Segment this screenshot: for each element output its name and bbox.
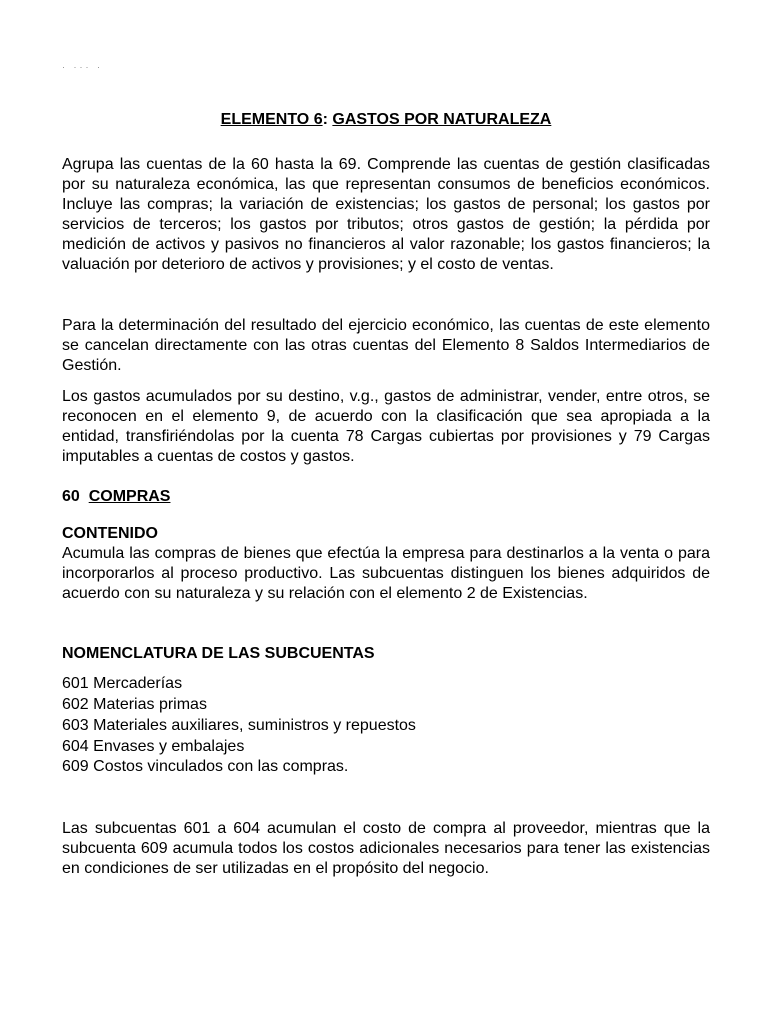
nomenclature-heading: NOMENCLATURA DE LAS SUBCUENTAS [62,645,375,662]
content-paragraph: Acumula las compras de bienes que efectúa la empresa para destinarlos a la venta o para incorporarlos al proceso productivo. Las subcuentas distinguen los bienes adquiridos de acuerdo con su naturaleza y su relación con el elemento 2 de Existencias. [62,545,710,602]
list-item: 609 Costos vinculados con las compras. [62,758,349,775]
intro-paragraph-2: Para la determinación del resultado del ejercicio económico, las cuentas de este elemento se cancelan directamente con las otras cuentas del Elemento 8 Saldos Intermediarios de Gestión. [62,317,710,374]
list-item: 601 Mercaderías [62,675,183,692]
title-element-number: ELEMENTO 6 [220,111,323,128]
subaccount-list [62,673,710,777]
title-separator: : [322,111,333,128]
intro-paragraph-1: Agrupa las cuentas de la 60 hasta la 69. Comprende las cuentas de gestión clasificadas por su naturaleza económica, las que representan consumos de beneficios económicos. Incluye las compras; la variación de existencias; los gastos de personal; los gastos por servicios de terceros; los gastos por tributos; otros gastos de gestión; la pérdida por medición de activos y pasivos no financieros al valor razonable; los gastos financieros; la valuación por deterioro de activos y provisiones; y el costo de ventas. [62,156,710,273]
content-heading: CONTENIDO [62,525,158,542]
list-item: 603 Materiales auxiliares, suministros y repuestos [62,717,416,734]
closing-paragraph: Las subcuentas 601 a 604 acumulan el costo de compra al proveedor, mientras que la subcuenta 609 acumula todos los costos adicionales necesarios para tener las existencias en condiciones de ser utilizadas en el propósito del negocio. [62,820,710,877]
list-item: 602 Materias primas [62,696,207,713]
section-number: 60 [62,488,80,505]
list-item: 604 Envases y embalajes [62,738,245,755]
section-name: COMPRAS [88,488,171,505]
intro-paragraph-3: Los gastos acumulados por su destino, v.g., gastos de administrar, vender, entre otros, se reconocen en el elemento 9, de acuerdo con la clasificación que sea apropiada a la entidad, transfiriéndolas por la cuenta 78 Cargas cubiertas por provisiones y 79 Cargas imputables a cuentas de costos y gastos. [62,388,710,465]
header-mark: · ··· · [62,62,103,72]
page-title [62,110,710,130]
title-element-name: GASTOS POR NATURALEZA [332,111,552,128]
section-heading [62,487,710,507]
